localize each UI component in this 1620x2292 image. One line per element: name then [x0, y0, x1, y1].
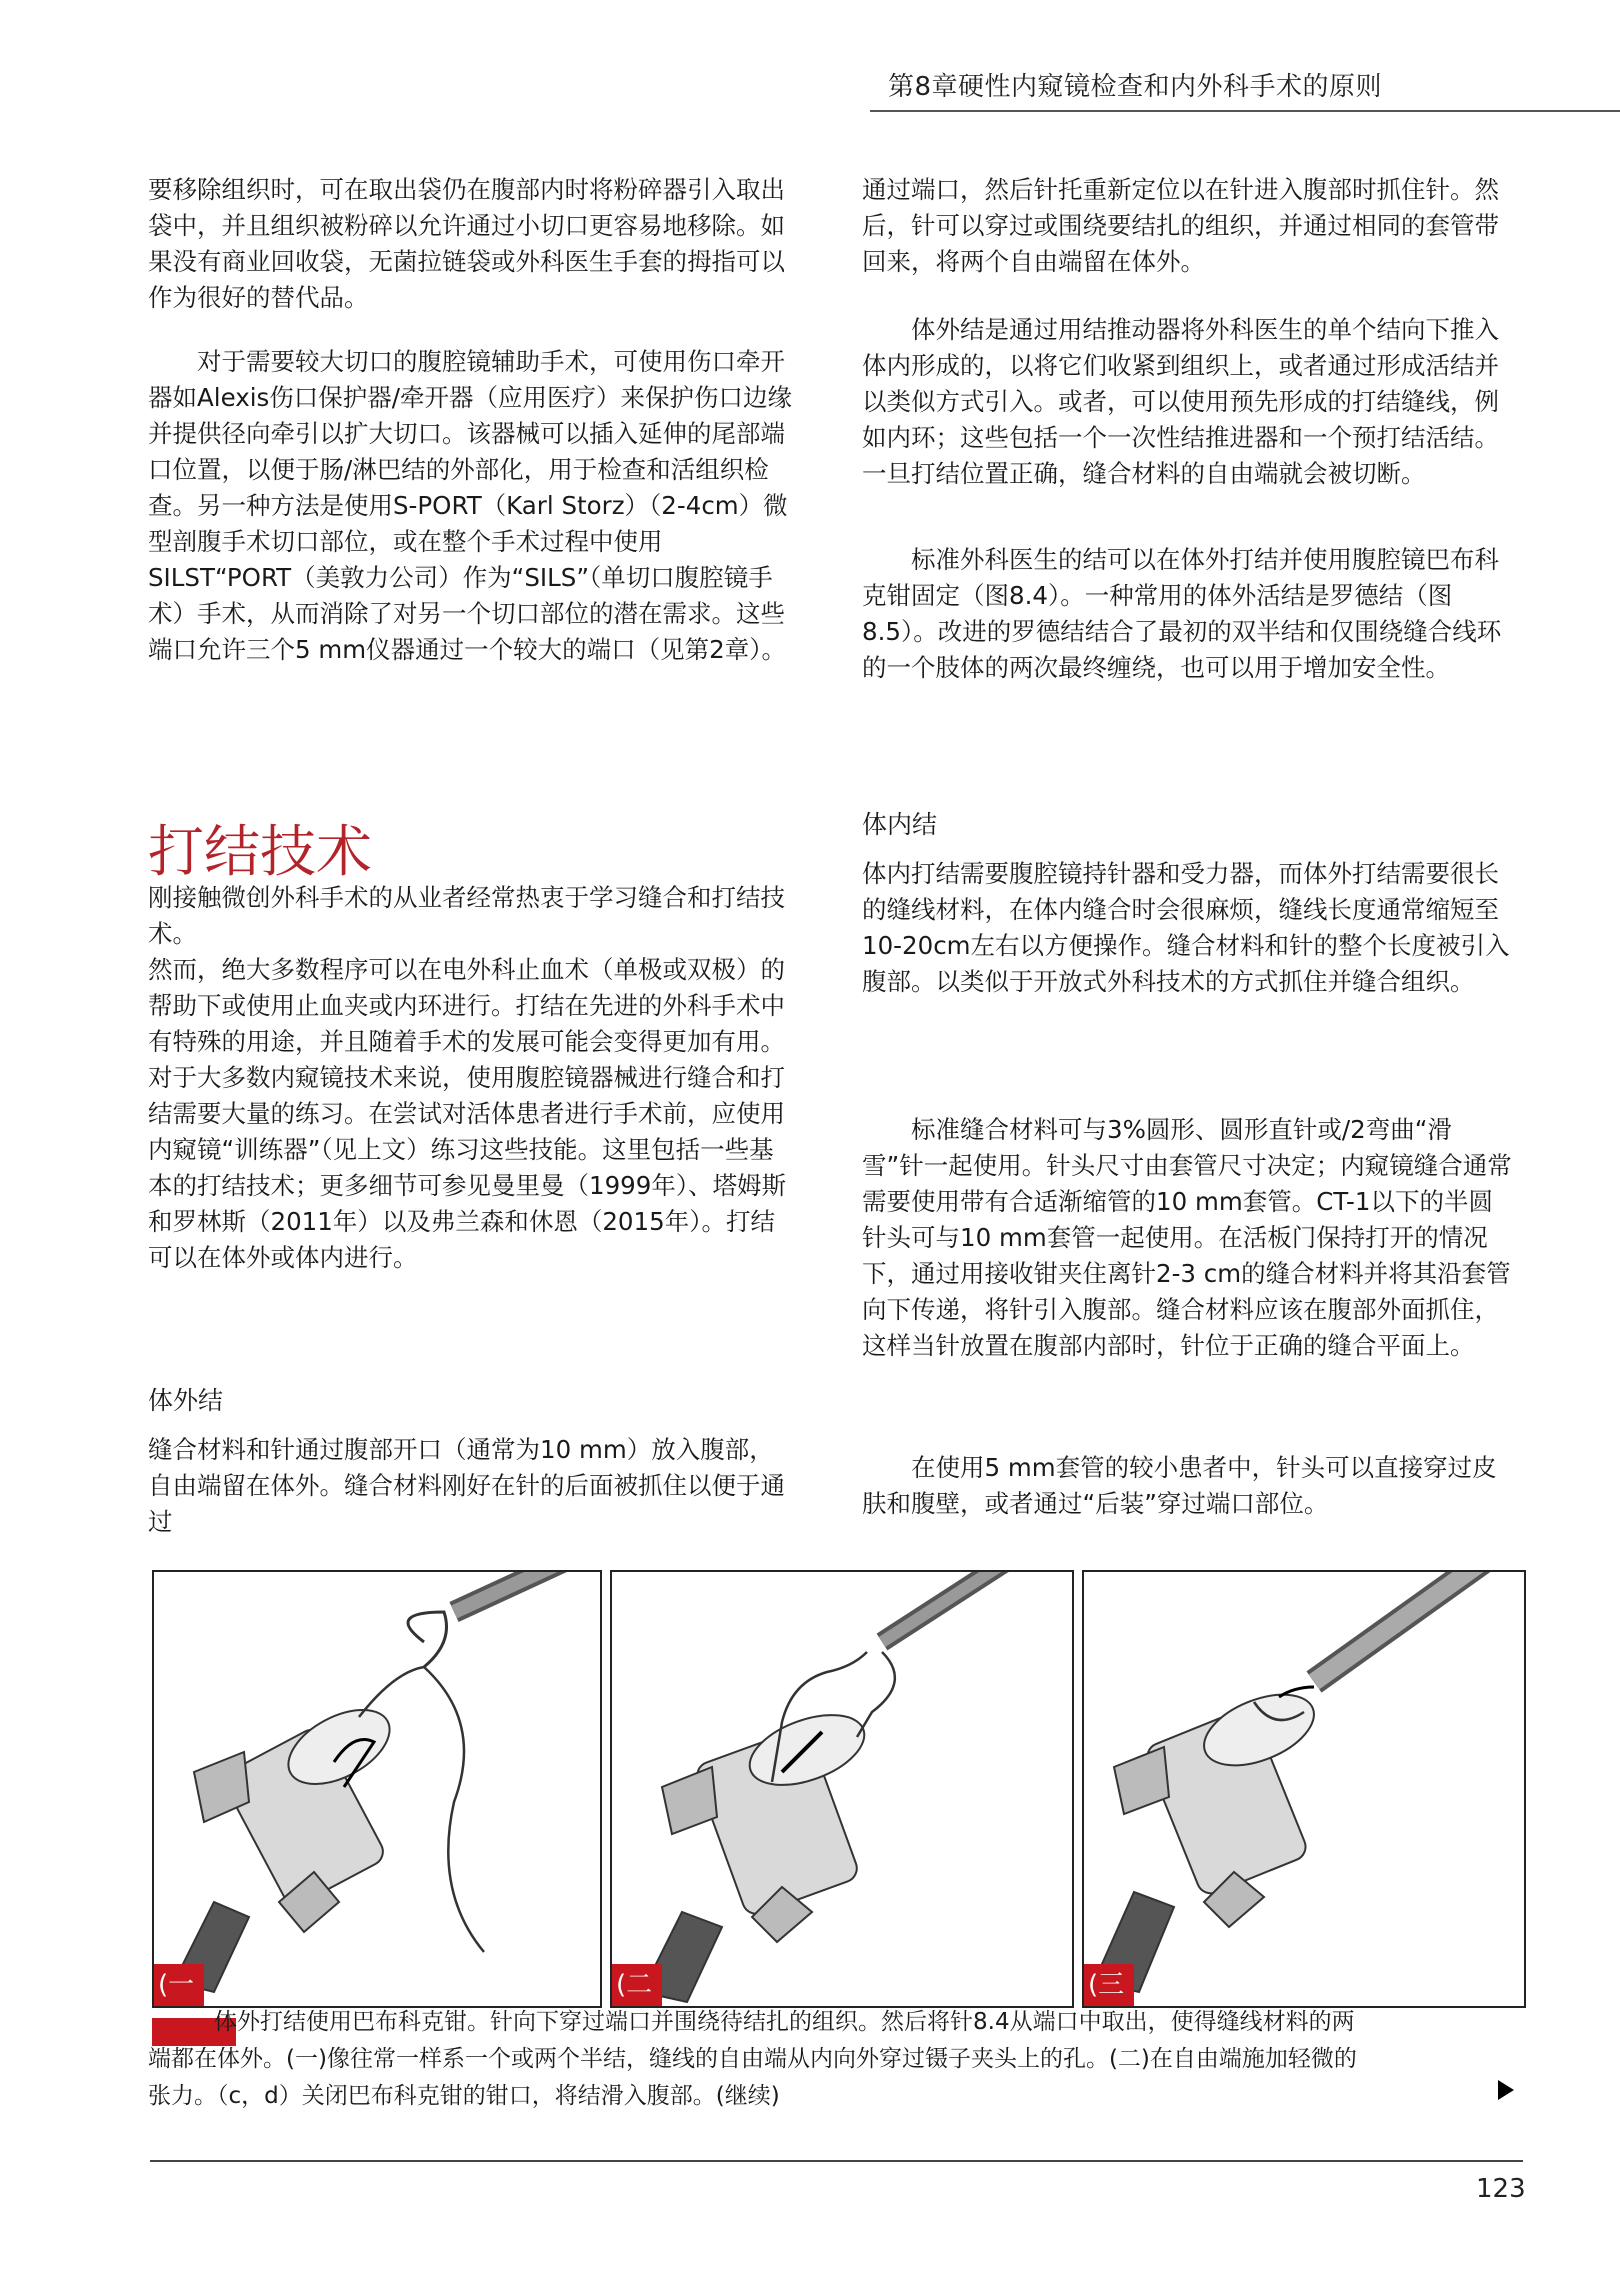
figure-caption [148, 2004, 1518, 2115]
right-paragraph-4: 体内打结需要腹腔镜持针器和受力器，而体外打结需要很长的缝线材料，在体内缝合时会很麻烦，缝线长度通常缩短至10-20cm左右以方便操作。缝合材料和针的整个长度被引入腹部。以类似于开放式外科技术的方式抓住并缝合组织。 [862, 859, 1510, 996]
caption-line-1: 体外打结使用巴布科克钳。针向下穿过端口并围绕待结扎的组织。然后将针8.4从端口中取出，使得缝线材料的两 [214, 2009, 1355, 2035]
page-number: 123 [1476, 2174, 1526, 2204]
panel-label-2: (二 [612, 1964, 662, 2006]
left-paragraph-5: 缝合材料和针通过腹部开口（通常为10 mm）放入腹部，自由端留在体外。缝合材料刚好在针的后面被抓住以便于通过 [148, 1435, 785, 1536]
left-paragraph-2: 对于需要较大切口的腹腔镜辅助手术，可使用伤口牵开器如Alexis伤口保护器/牵开器（应用医疗）来保护伤口边缘并提供径向牵引以扩大切口。该器械可以插入延伸的尾部端口位置，以便于肠/淋巴结的外部化，用于检查和活组织检查。另一种方法是使用S-PORT（Karl Storz）（2-4cm）微型剖腹手术切口部位，或在整个手术过程中使用SILST“PORT（美敦力公司）作为“SILS”（单切口腹腔镜手术）手术，从而消除了对另一个切口部位的潜在需求。这些端口允许三个5 mm仪器通过一个较大的端口（见第2章）。 [148, 347, 793, 664]
right-paragraph-5: 标准缝合材料可与3%圆形、圆形直针或/2弯曲“滑雪”针一起使用。针头尺寸由套管尺寸决定；内窥镜缝合通常需要使用带有合适渐缩管的10 mm套管。CT-1以下的半圆针头可与10 mm套管一起使用。在活板门保持打开的情况下，通过用接收钳夹住离针2-3 cm的缝合材料并将其沿套管向下传递，将针引入腹部。缝合材料应该在腹部外面抓住，这样当针放置在腹部内部时，针位于正确的缝合平面上。 [862, 1115, 1512, 1360]
header-rule [870, 110, 1620, 112]
panel-label-3: (三 [1084, 1964, 1134, 2006]
footer-rule [150, 2160, 1523, 2162]
right-paragraph-2: 体外结是通过用结推动器将外科医生的单个结向下推入体内形成的，以将它们收紧到组织上，或者通过形成活结并以类似方式引入。或者，可以使用预先形成的打结缝线，例如内环；这些包括一个一次性结推进器和一个预打结活结。一旦打结位置正确，缝合材料的自由端就会被切断。 [862, 315, 1499, 488]
laparoscopic-port-illustration-1 [154, 1572, 600, 2006]
subhead-extracorporeal: 体外结 [148, 1386, 224, 1415]
left-paragraph-1: 要移除组织时，可在取出袋仍在腹部内时将粉碎器引入取出袋中，并且组织被粉碎以允许通过小切口更容易地移除。如果没有商业回收袋，无菌拉链袋或外科医生手套的拇指可以作为很好的替代品。 [148, 175, 785, 312]
figure-panel-2 [610, 1570, 1074, 2008]
caption-line-3: 张力。（c，d）关闭巴布科克钳的钳口，将结滑入腹部。(继续) [148, 2083, 780, 2109]
left-paragraph-3: 刚接触微创外科手术的从业者经常热衷于学习缝合和打结技术。 [148, 883, 785, 948]
panel-label-1: (一 [154, 1964, 204, 2006]
laparoscopic-port-illustration-2 [612, 1572, 1072, 2006]
left-paragraph-4: 然而，绝大多数程序可以在电外科止血术（单极或双极）的帮助下或使用止血夹或内环进行。打结在先进的外科手术中有特殊的用途，并且随着手术的发展可能会变得更加有用。对于大多数内窥镜技术来说，使用腹腔镜器械进行缝合和打结需要大量的练习。在尝试对活体患者进行手术前，应使用内窥镜“训练器”（见上文）练习这些技能。这里包括一些基本的打结技术；更多细节可参见曼里曼（1999年）、塔姆斯和罗林斯（2011年）以及弗兰森和休恩（2015年）。打结可以在体外或体内进行。 [148, 955, 787, 1272]
subhead-intracorporeal: 体内结 [862, 810, 938, 839]
continue-arrow-icon [1498, 2080, 1514, 2100]
figure-panel-1 [152, 1570, 602, 2008]
right-paragraph-1: 通过端口，然后针托重新定位以在针进入腹部时抓住针。然后，针可以穿过或围绕要结扎的组织，并通过相同的套管带回来，将两个自由端留在体外。 [862, 175, 1499, 276]
running-header: 第8章硬性内窥镜检查和内外科手术的原则 [888, 72, 1383, 102]
figure-8-4 [152, 1570, 1524, 2006]
caption-line-2: 端都在体外。(一)像往常一样系一个或两个半结，缝线的自由端从内向外穿过镊子夹头上的孔。(二)在自由端施加轻微的 [148, 2046, 1357, 2072]
right-paragraph-6: 在使用5 mm套管的较小患者中，针头可以直接穿过皮肤和腹壁，或者通过“后装”穿过端口部位。 [862, 1453, 1497, 1518]
right-paragraph-3: 标准外科医生的结可以在体外打结并使用腹腔镜巴布科克钳固定（图8.4）。一种常用的体外活结是罗德结（图8.5）。改进的罗德结结合了最初的双半结和仅围绕缝合线环的一个肢体的两次最终缠绕，也可以用于增加安全性。 [862, 545, 1502, 682]
laparoscopic-port-illustration-3 [1084, 1572, 1524, 2006]
figure-panel-3 [1082, 1570, 1526, 2008]
section-title-knotting: 打结技术 [148, 820, 372, 885]
